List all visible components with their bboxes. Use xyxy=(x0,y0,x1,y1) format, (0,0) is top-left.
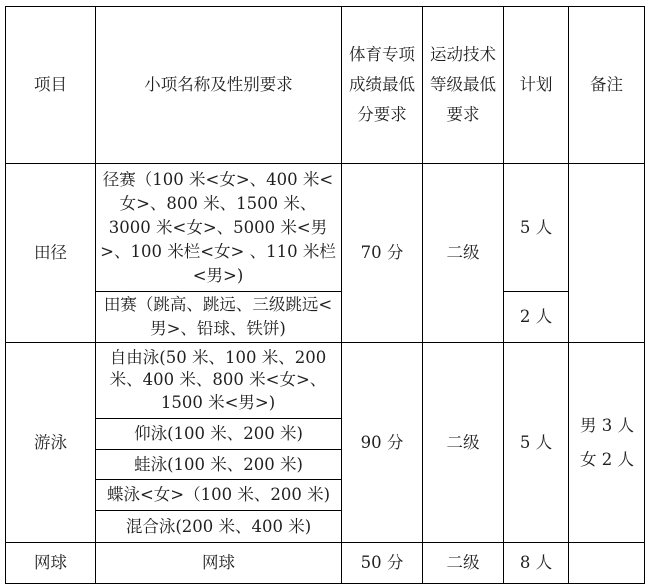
plan-swimming: 5 人 xyxy=(519,432,553,452)
note-athletics xyxy=(569,164,644,342)
subitem-freestyle: 自由泳(50 米、100 米、200 米、400 米、800 米<女>、1500 米<男>) xyxy=(109,347,327,412)
plan-field: 2 人 xyxy=(519,307,553,326)
note-tennis xyxy=(569,543,644,583)
subitem-butterfly: 蝶泳<女>（100 米、200 米) xyxy=(106,485,331,504)
subitem-field: 田赛（跳高、跳远、三级跳远<男>、铅球、铁饼) xyxy=(103,295,333,338)
item-athletics: 田径 xyxy=(34,243,67,262)
header-level: 运动技术等级最低要求 xyxy=(430,45,496,124)
item-tennis: 网球 xyxy=(34,553,67,572)
plan-tennis: 8 人 xyxy=(519,553,553,572)
subitem-backstroke: 仰泳(100 米、200 米) xyxy=(134,424,303,443)
subitem-track: 径赛（100 米<女>、400 米<女>、800 米、1500 米、3000 米<女>、5000 米<男>、100 米栏<女> 、110 米栏<男>) xyxy=(100,169,336,285)
rule-right xyxy=(644,6,645,584)
header-score: 体育专项成绩最低分要求 xyxy=(349,45,415,124)
level-athletics: 二级 xyxy=(446,243,480,262)
header-item: 项目 xyxy=(34,75,67,94)
header-note: 备注 xyxy=(590,75,623,94)
note-swimming: 男 3 人 女 2 人 xyxy=(580,415,634,469)
subitem-medley: 混合泳(200 米、400 米) xyxy=(125,516,312,536)
level-swimming: 二级 xyxy=(446,432,480,452)
score-athletics: 70 分 xyxy=(360,243,404,262)
header-plan: 计划 xyxy=(519,75,553,94)
score-swimming: 90 分 xyxy=(360,432,404,452)
item-swimming: 游泳 xyxy=(34,432,67,452)
plan-track: 5 人 xyxy=(519,217,553,237)
header-subitem: 小项名称及性别要求 xyxy=(144,75,293,94)
subitem-breaststroke: 蛙泳(100 米、200 米) xyxy=(134,454,303,474)
rule-bottom xyxy=(5,583,645,584)
subitem-tennis: 网球 xyxy=(202,553,235,572)
score-tennis: 50 分 xyxy=(360,553,404,572)
level-tennis: 二级 xyxy=(446,553,480,572)
